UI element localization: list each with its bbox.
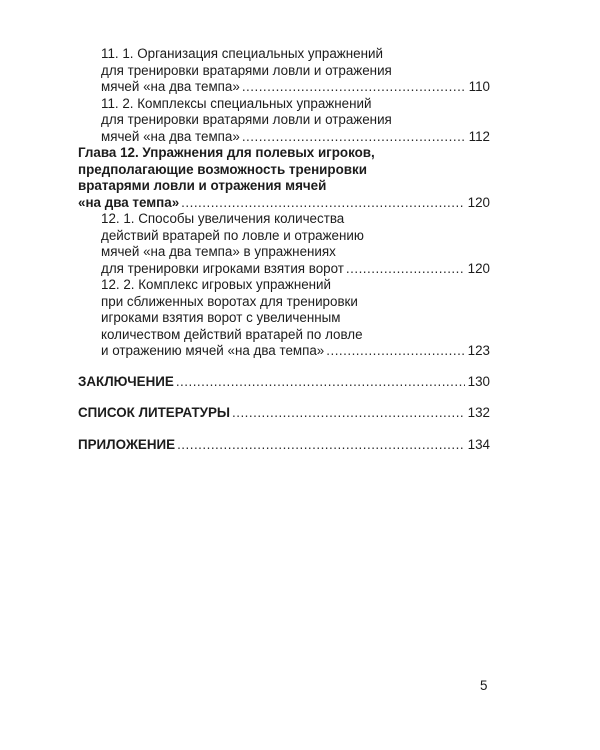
toc-page-number: 110 [468,79,490,94]
toc-entry-11-2[interactable] [78,96,490,146]
toc-page-number: 132 [467,405,490,420]
dot-leader [232,405,465,422]
toc-chapter-12[interactable] [78,145,490,211]
toc-page-number: 120 [467,260,490,276]
dot-leader [242,79,466,96]
toc-entry-11-1[interactable] [78,46,490,96]
dot-leader [346,261,465,278]
toc-entry-line: количеством действий вратарей по ловле [101,326,363,342]
toc-appendix[interactable] [78,437,490,454]
toc-section-title: ПРИЛОЖЕНИЕ [78,436,176,452]
toc-entry-last-line [101,261,490,278]
toc-section-title: ЗАКЛЮЧЕНИЕ [78,373,174,389]
toc-entry-line: 12. 1. Способы увеличения количества [101,211,345,226]
toc-chapter-line: предполагающие возможность тренировки [78,161,367,177]
dot-leader [181,195,465,212]
toc-chapter-line: Глава 12. Упражнения для полевых игроков, [78,145,375,160]
toc-page-number: 130 [467,373,490,389]
toc-page-number: 112 [468,128,490,144]
toc-page-number: 123 [467,343,490,358]
toc-entry-line: действий вратарей по ловле и отражению [101,227,364,243]
toc-page-number: 120 [467,194,490,210]
toc-entry-line: для тренировки вратарями ловли и отражения [101,62,392,78]
toc-references[interactable] [78,405,490,422]
toc-entry-line: для тренировки игроками взятия ворот [101,260,344,276]
toc-entry-line: мячей «на два темпа» в упражнениях [101,244,336,259]
toc-entry-last-line [101,343,490,360]
toc-entry-last-line [78,405,490,422]
toc-entry-12-1[interactable] [78,211,490,277]
dot-leader [176,374,465,391]
toc-entry-line: 11. 1. Организация специальных упражнений [101,46,383,61]
toc-entry-12-2[interactable] [78,277,490,360]
toc-entry-last-line [78,195,490,212]
toc-page-number: 134 [467,436,490,452]
dot-leader [326,343,464,360]
toc-entry-line: при сближенных воротах для тренировки [101,293,358,309]
table-of-contents [78,46,490,453]
dot-leader [177,437,465,454]
toc-entry-line: для тренировки вратарями ловли и отражения [101,112,392,127]
toc-entry-line: мячей «на два темпа» [101,128,240,144]
dot-leader [242,129,466,146]
toc-entry-line: игроками взятия ворот с увеличенным [101,310,341,325]
toc-entry-last-line [101,129,490,146]
toc-entry-line: 12. 2. Комплекс игровых упражнений [101,277,332,292]
toc-entry-last-line [78,437,490,454]
page-number: 5 [480,678,488,693]
toc-entry-last-line [78,374,490,391]
toc-entry-line: 11. 2. Комплексы специальных упражнений [101,95,372,111]
toc-entry-line: мячей «на два темпа» [101,79,240,94]
toc-chapter-line: вратарями ловли и отражения мячей [78,178,327,193]
toc-entry-last-line [101,79,490,96]
toc-section-title: СПИСОК ЛИТЕРАТУРЫ [78,405,231,420]
toc-conclusion[interactable] [78,374,490,391]
toc-entry-line: и отражению мячей «на два темпа» [101,343,325,358]
toc-chapter-line: «на два темпа» [78,194,180,210]
